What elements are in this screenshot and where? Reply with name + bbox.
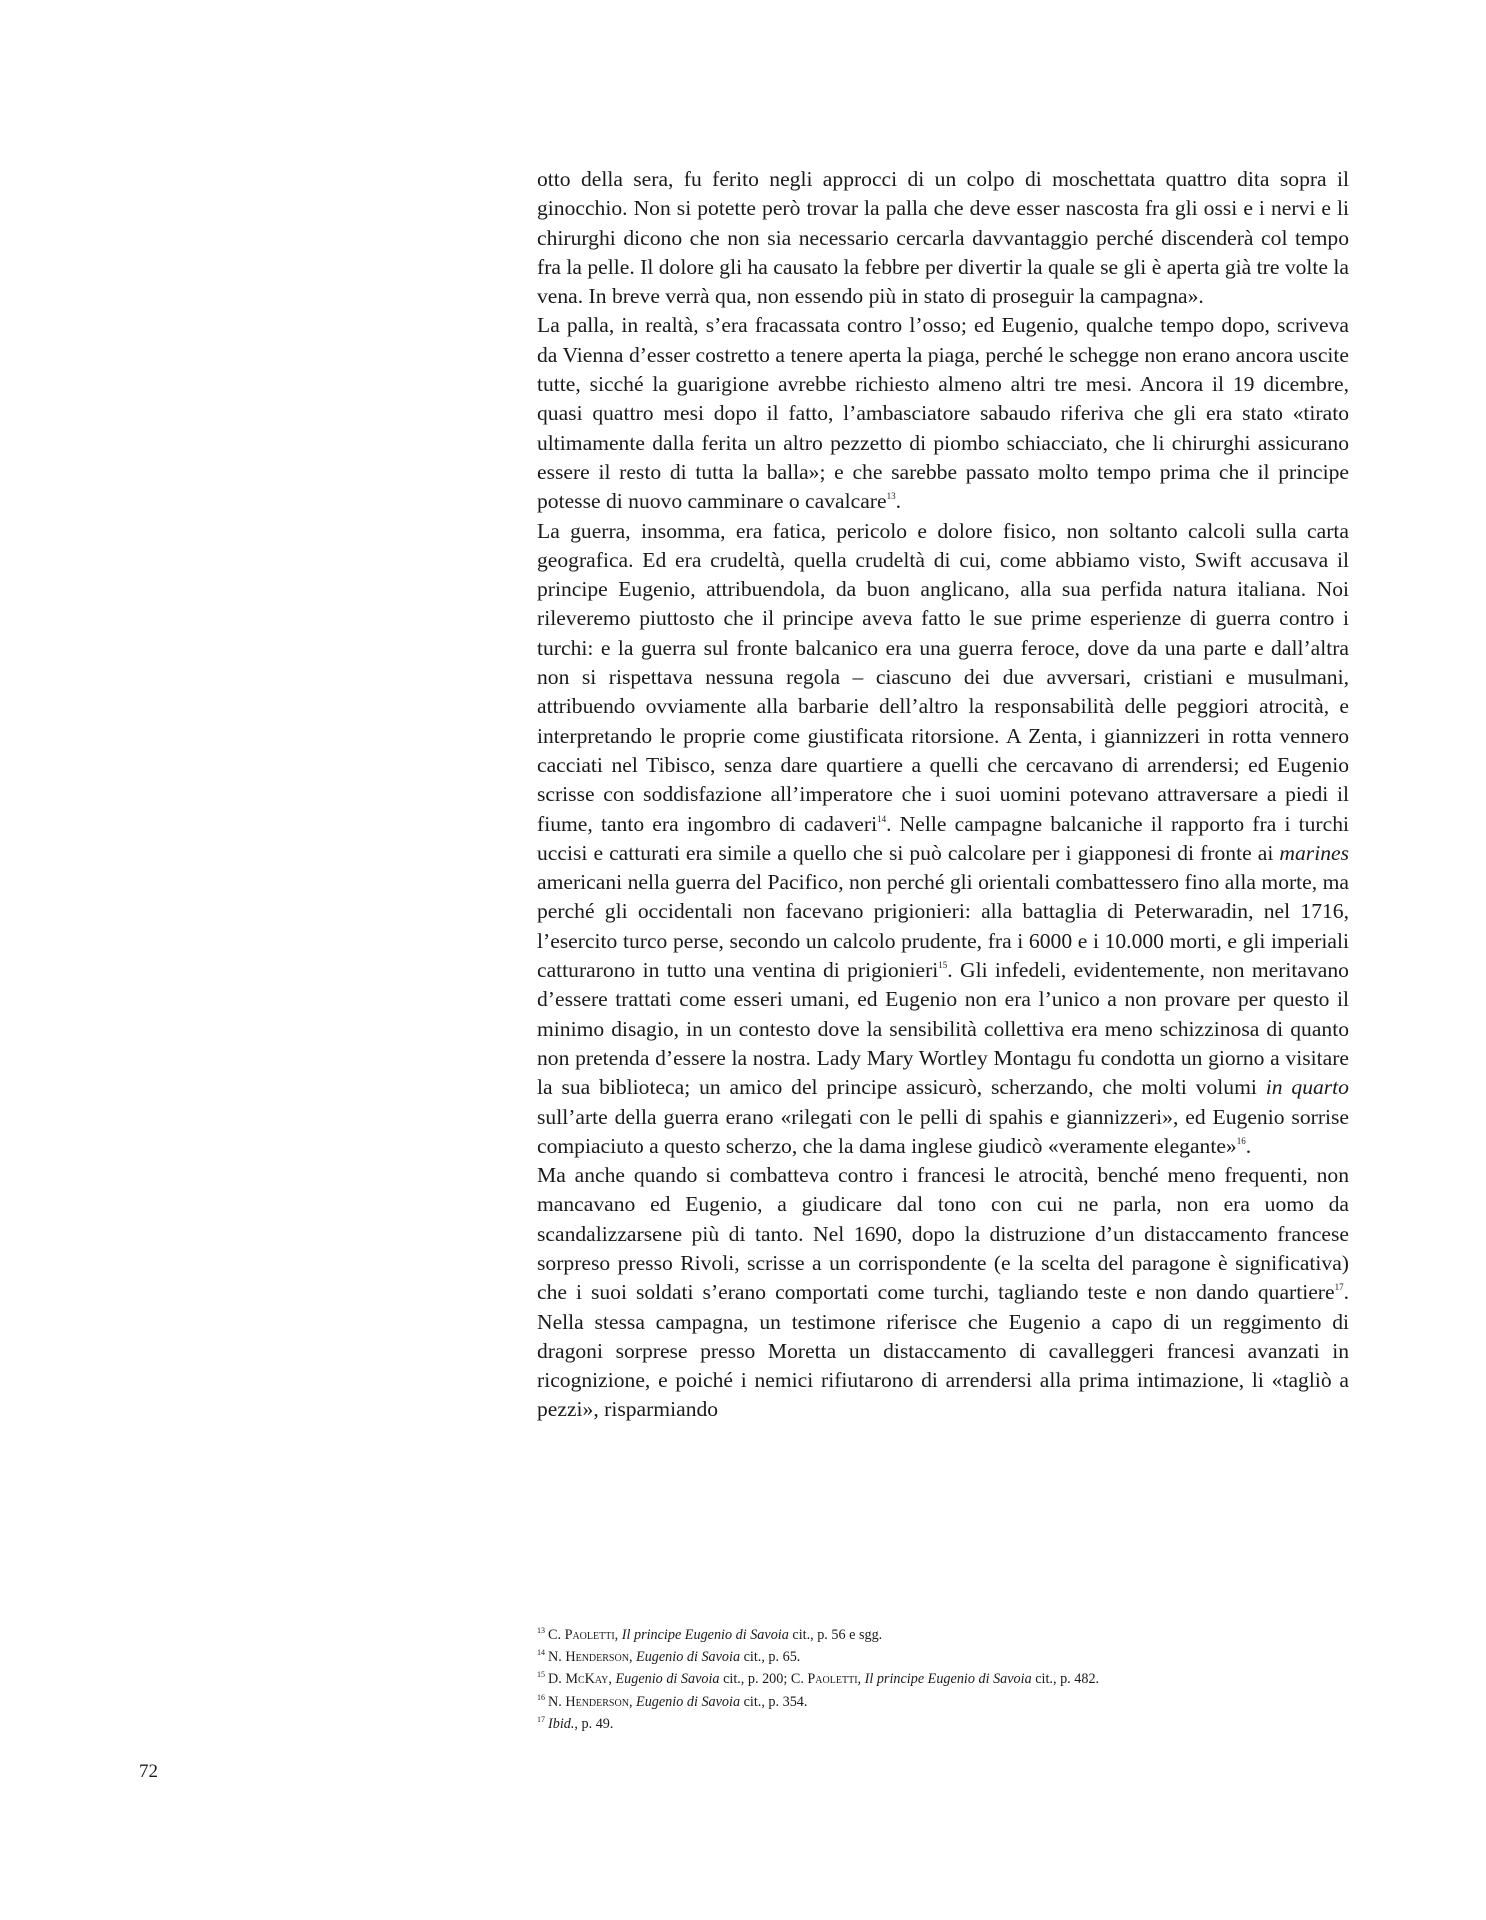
text-run: . — [1245, 1133, 1252, 1158]
footnote-ref: 17 — [1334, 1282, 1344, 1293]
text-run: . — [895, 489, 901, 514]
text-run: cit., p. 56 e sgg. — [788, 1627, 883, 1643]
footnote-number: 17 — [537, 1714, 545, 1724]
text-run: cit., p. 482. — [1031, 1671, 1100, 1688]
text-run: , p. 49. — [574, 1715, 614, 1732]
page-number: 72 — [139, 1761, 158, 1782]
text-run: La guerra, insomma, era fatica, pericolo e dolore fisico, non soltanto calcoli sulla carta geografica. Ed era crudeltà, quella crudeltà di cui, come abbiamo visto, Swift accusava il principe Eugenio, attribuendola, da buon anglicano, alla sua perfida natura italiana. Noi rileveremo piuttosto che il principe aveva fatto le sue prime esperienze di guerra contro i turchi: e la guerra sul fronte balcanico era una guerra feroce, dove da una parte e dall’altra non si rispettava nessuna regola – ciascuno dei due avversari, cristiani e musulmani, attribuendo ovviamente alla barbarie dell’altro la responsabilità delle peggiori atrocità, e interpretando le proprie come giustificata ritorsione. A Zenta, i giannizzeri in rotta vennero cacciati nel Tibisco, senza dare quartiere a quelli che cercavano di arrendersi; ed Eugenio scrisse con soddisfazione all’imperatore che i suoi uomini potevano attraversare a piedi il fiume, tanto era ingombro di cadaveri — [537, 518, 1349, 836]
text-run: americani nella guerra del Pacifico, non perché gli orientali combattessero fino alla morte, ma perché gli occidentali non facevano prigionieri: alla battaglia di Peterwaradin, nel 1716, l’esercito turco perse, secondo un calcolo prudente, fra i 6000 e i 10.000 morti, e gli imperiali catturarono in tutto una ventina di prigionieri — [537, 870, 1349, 983]
paragraph — [537, 1161, 1349, 1425]
text-run: cit., p. 354. — [740, 1693, 808, 1710]
italic-text: Eugenio di Savoia — [636, 1693, 741, 1710]
footnote-ref: 14 — [877, 813, 887, 824]
text-run: cit., p. 200; C. — [719, 1671, 808, 1688]
author-name: McKay — [565, 1671, 609, 1688]
italic-text: in quarto — [1265, 1075, 1349, 1100]
paragraph — [537, 311, 1349, 516]
italic-text: Ibid. — [548, 1715, 575, 1732]
text-run: , — [857, 1671, 865, 1688]
text-run: , — [628, 1649, 637, 1666]
text-run: cit., p. 65. — [740, 1649, 801, 1666]
footnote-ref: 15 — [938, 960, 948, 971]
text-run: , — [608, 1671, 616, 1688]
footnote-ref: 16 — [1236, 1135, 1246, 1146]
footnotes — [537, 1622, 1349, 1733]
footnote — [537, 1644, 1349, 1666]
author-name: Paoletti — [564, 1627, 615, 1643]
footnote-number: 15 — [537, 1670, 545, 1680]
author-name: Henderson — [565, 1649, 629, 1666]
text-run: , — [614, 1627, 622, 1643]
body-text — [537, 165, 1349, 1425]
footnote — [537, 1711, 1349, 1733]
paragraph — [537, 517, 1349, 1162]
text-run: D. — [548, 1671, 566, 1688]
footnote — [537, 1689, 1349, 1711]
italic-text: Eugenio di Savoia — [615, 1671, 720, 1688]
italic-text: Eugenio di Savoia — [636, 1649, 741, 1666]
text-run: C. — [548, 1627, 565, 1643]
footnote-ref: 13 — [886, 491, 896, 502]
footnote-number: 14 — [537, 1648, 545, 1658]
italic-text: Il principe Eugenio di Savoia — [864, 1671, 1032, 1688]
italic-text: marines — [1279, 840, 1349, 865]
text-run: . Nella stessa campagna, un testimone riferisce che Eugenio a capo di un reggimento di dragoni sorprese presso Moretta un distaccamento di cavalleggeri francesi avanzati in ricognizione, e poiché i nemici rifiutarono di arrendersi alla prima intimazione, li «tagliò a pezzi», risparmiando — [537, 1280, 1349, 1422]
footnote — [537, 1622, 1349, 1644]
text-run: sull’arte della guerra erano «rilegati con le pelli di spahis e giannizzeri», ed Eugenio sorrise compiaciuto a questo scherzo, che la dama inglese giudicò «veramente elegante» — [537, 1104, 1349, 1158]
footnote-number: 16 — [537, 1692, 545, 1702]
text-run: , — [628, 1693, 637, 1710]
text-run: N. — [548, 1693, 566, 1710]
italic-text: Il principe Eugenio di Savoia — [621, 1627, 789, 1643]
text-run: N. — [548, 1649, 566, 1666]
text-run: La palla, in realtà, s’era fracassata contro l’osso; ed Eugenio, qualche tempo dopo, scriveva da Vienna d’esser costretto a tenere aperta la piaga, perché le schegge non erano ancora uscite tutte, sicché la guarigione avrebbe richiesto almeno altri tre mesi. Ancora il 19 dicembre, quasi quattro mesi dopo il fatto, l’ambasciatore sabaudo riferiva che gli era stato «tirato ultimamente dalla ferita un altro pezzetto di piombo schiacciato, che li chirurghi assicurano essere il resto di tutta la balla»; e che sarebbe passato molto tempo prima che il principe potesse di nuovo camminare o cavalcare — [537, 313, 1349, 514]
footnote — [537, 1666, 1349, 1688]
text-run: Ma anche quando si combatteva contro i francesi le atrocità, benché meno frequenti, non mancavano ed Eugenio, a giudicare dal tono con cui ne parla, non era uomo da scandalizzarsene più di tanto. Nel 1690, dopo la distruzione d’un distaccamento francese sorpreso presso Rivoli, scrisse a un corrispondente (e la scelta del paragone è significativa) che i suoi soldati s’erano comportati come turchi, tagliando teste e non dando quartiere — [537, 1163, 1349, 1305]
author-name: Paoletti — [807, 1671, 858, 1688]
text-run: . Nelle campagne balcaniche il rapporto fra i turchi uccisi e catturati era simile a quello che si può calcolare per i giapponesi di fronte ai — [537, 811, 1350, 865]
paragraph — [537, 165, 1349, 311]
author-name: Henderson — [565, 1693, 629, 1710]
footnote-number: 13 — [537, 1626, 545, 1635]
text-run: . Gli infedeli, evidentemente, non meritavano d’essere trattati come esseri umani, ed Eugenio non era l’unico a non provare per questo il minimo disagio, in un contesto dove la sensibilità collettiva era meno schizzinosa di quanto non pretenda d’essere la nostra. Lady Mary Wortley Montagu fu condotta un giorno a visitare la sua biblioteca; un amico del principe assicurò, scherzando, che molti volumi — [537, 958, 1349, 1100]
text-run: otto della sera, fu ferito negli approcci di un colpo di moschettata quattro dita sopra il ginocchio. Non si potette però trovar la palla che deve esser nascosta fra gli ossi e i nervi e li chirurghi dicono che non sia necessario cercarla davvantaggio perché discenderà col tempo fra la pelle. Il dolore gli ha causato la febbre per divertir la quale se gli è aperta già tre volte la vena. In breve verrà qua, non essendo più in stato di proseguir la campagna». — [537, 167, 1349, 309]
